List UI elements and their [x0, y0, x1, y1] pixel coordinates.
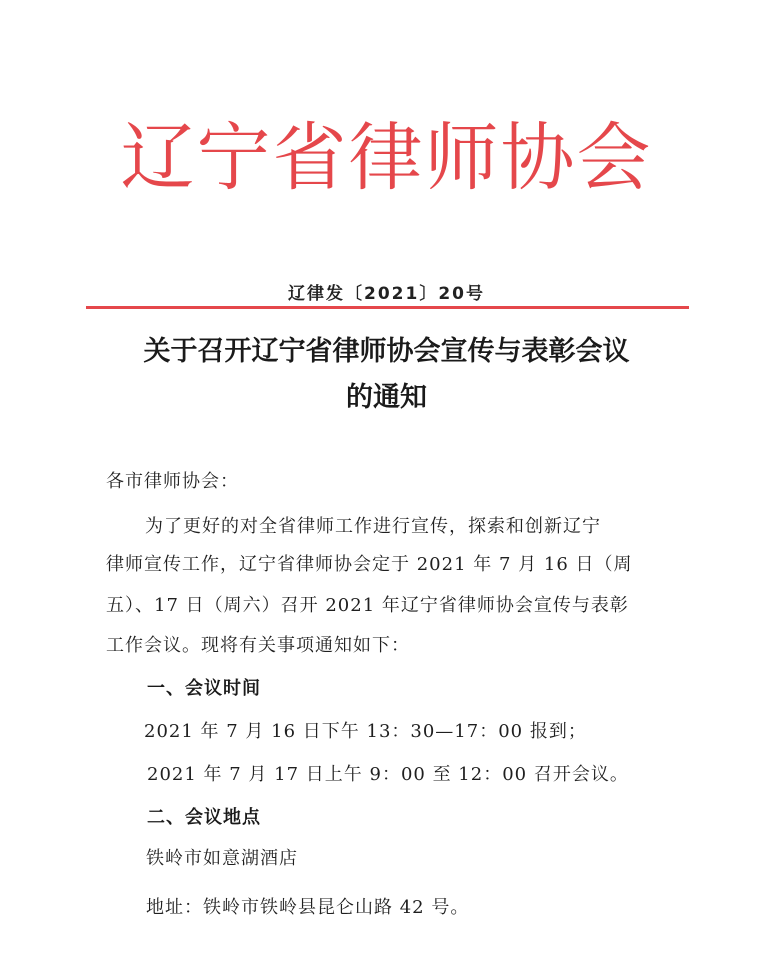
notice-title-line-1: 关于召开辽宁省律师协会宣传与表彰会议 [143, 336, 630, 367]
meeting-venue: 铁岭市如意湖酒店 [146, 848, 298, 869]
notice-title-line-2: 的通知 [346, 382, 427, 413]
intro-line-2: 律师宣传工作，辽宁省律师协会定于 2021 年 7 月 16 日（周 [106, 554, 633, 575]
meeting-time-line-1: 2021 年 7 月 16 日下午 13：30—17：00 报到； [144, 721, 587, 742]
meeting-time-line-2: 2021 年 7 月 17 日上午 9：00 至 12：00 召开会议。 [147, 764, 629, 785]
meeting-address: 地址：铁岭市铁岭县昆仑山路 42 号。 [146, 897, 470, 918]
document-number: 辽律发〔2021〕20号 [288, 284, 485, 304]
salutation: 各市律师协会： [106, 471, 239, 492]
intro-line-3: 五）、17 日（周六）召开 2021 年辽宁省律师协会宣传与表彰 [106, 595, 629, 616]
section-heading-meeting-time: 一、会议时间 [147, 678, 261, 699]
intro-line-4: 工作会议。现将有关事项通知如下： [106, 635, 410, 656]
intro-line-1: 为了更好的对全省律师工作进行宣传，探索和创新辽宁 [145, 516, 601, 537]
section-heading-meeting-location: 二、会议地点 [147, 807, 261, 828]
organization-letterhead: 辽宁省律师协会 [120, 115, 653, 201]
red-divider-rule [86, 306, 689, 309]
